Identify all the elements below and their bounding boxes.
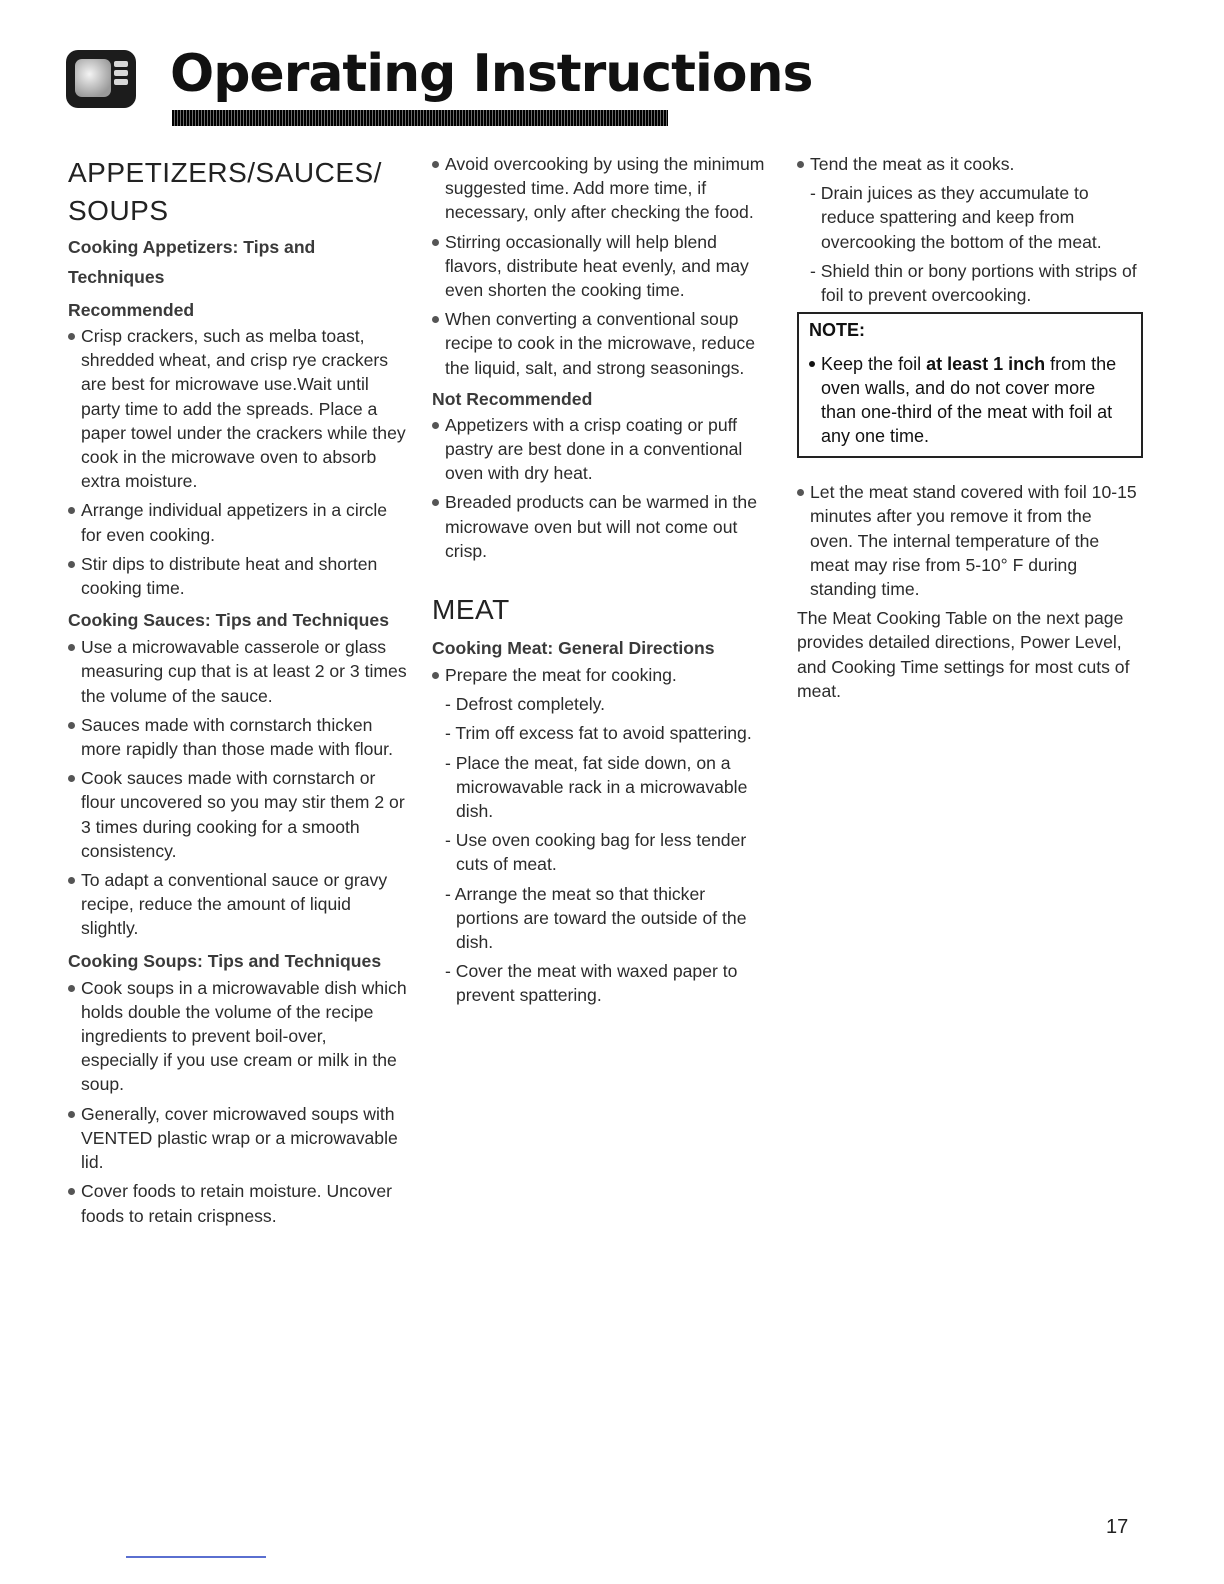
bullet-icon bbox=[68, 1111, 75, 1118]
list-item: Generally, cover microwaved soups with VENTED plastic wrap or a microwavable lid. bbox=[68, 1102, 408, 1175]
section-title-meat: MEAT bbox=[432, 594, 510, 626]
bullet-icon bbox=[797, 161, 804, 168]
bullet-icon bbox=[68, 722, 75, 729]
section-title-appetizers: APPETIZERS/SAUCES/ SOUPS bbox=[68, 157, 382, 226]
bullet-icon bbox=[432, 239, 439, 246]
list-item: - Drain juices as they accumulate to reduce spattering and keep from overcooking the bottom of the meat. bbox=[810, 183, 1102, 252]
bullet-icon bbox=[432, 672, 439, 679]
list-item: Crisp crackers, such as melba toast, shredded wheat, and crisp rye crackers are best for microwave use.Wait until party time to add the spreads. Place a paper towel under the crackers while they cook in the microwave oven to absorb extra moisture. bbox=[68, 324, 408, 493]
list-item: Use a microwavable casserole or glass measuring cup that is at least 2 or 3 times the volume of the sauce. bbox=[68, 635, 408, 708]
bullet-icon bbox=[68, 644, 75, 651]
recommended-label: Recommended bbox=[68, 300, 195, 320]
bullet-icon bbox=[432, 161, 439, 168]
list-item: Cover foods to retain moisture. Uncover foods to retain crispness. bbox=[68, 1179, 408, 1227]
table-reference: The Meat Cooking Table on the next page provides detailed directions, Power Level, and Cooking Time settings for most cuts of meat. bbox=[797, 608, 1130, 701]
note-text: Keep the foil at least 1 inch from the oven walls, and do not cover more than one-third of the meat with foil at any one time. bbox=[809, 352, 1131, 448]
list-item: - Use oven cooking bag for less tender cuts of meat. bbox=[445, 830, 747, 875]
bullet-icon bbox=[68, 561, 75, 568]
note-box bbox=[797, 312, 1143, 458]
footer-rule bbox=[126, 1556, 266, 1558]
bullet-icon bbox=[809, 361, 815, 367]
microwave-icon bbox=[66, 50, 136, 108]
list-item: Breaded products can be warmed in the microwave oven but will not come out crisp. bbox=[432, 490, 772, 563]
bullet-icon bbox=[797, 489, 804, 496]
list-item: Tend the meat as it cooks. bbox=[797, 152, 1137, 176]
bullet-icon bbox=[432, 499, 439, 506]
sauces-heading: Cooking Sauces: Tips and Techniques bbox=[68, 610, 389, 631]
list-item: Cook sauces made with cornstarch or flour uncovered so you may stir them 2 or 3 times during cooking for a smooth consistency. bbox=[68, 766, 408, 863]
list-item: Appetizers with a crisp coating or puff pastry are best done in a conventional oven with dry heat. bbox=[432, 413, 772, 486]
bullet-icon bbox=[68, 985, 75, 992]
bullet-icon bbox=[432, 316, 439, 323]
page-number: 17 bbox=[1106, 1516, 1129, 1538]
list-item: Avoid overcooking by using the minimum suggested time. Add more time, if necessary, only after checking the food. bbox=[432, 152, 772, 225]
note-title: NOTE: bbox=[809, 320, 865, 341]
bullet-icon bbox=[68, 507, 75, 514]
list-item: - Place the meat, fat side down, on a microwavable rack in a microwavable dish. bbox=[445, 752, 748, 822]
bullet-icon bbox=[68, 775, 75, 782]
page-header bbox=[62, 40, 813, 130]
list-item: - Cover the meat with waxed paper to prevent spattering. bbox=[445, 961, 738, 1006]
bullet-icon bbox=[68, 1188, 75, 1195]
soups-heading: Cooking Soups: Tips and Techniques bbox=[68, 950, 382, 971]
bullet-icon bbox=[68, 877, 75, 884]
list-item: To adapt a conventional sauce or gravy recipe, reduce the amount of liquid slightly. bbox=[68, 868, 408, 941]
list-item: Stir dips to distribute heat and shorten cooking time. bbox=[68, 552, 408, 600]
bullet-icon bbox=[68, 333, 75, 340]
list-item: Arrange individual appetizers in a circle for even cooking. bbox=[68, 498, 408, 546]
column-1 bbox=[68, 152, 408, 1233]
list-item: Sauces made with cornstarch thicken more rapidly than those made with flour. bbox=[68, 713, 408, 761]
list-item: - Trim off excess fat to avoid spattering. bbox=[445, 723, 752, 744]
not-recommended-label: Not Recommended bbox=[432, 388, 593, 409]
meat-heading: Cooking Meat: General Directions bbox=[432, 638, 715, 659]
list-item: - Shield thin or bony portions with strips of foil to prevent overcooking. bbox=[810, 260, 1137, 306]
column-2 bbox=[432, 152, 772, 1013]
column-3 bbox=[797, 152, 1137, 703]
list-item: Prepare the meat for cooking. bbox=[432, 663, 772, 687]
list-item: Stirring occasionally will help blend flavors, distribute heat evenly, and may even shorten the cooking time. bbox=[432, 230, 772, 303]
list-item: - Arrange the meat so that thicker portions are toward the outside of the dish. bbox=[445, 883, 747, 953]
header-rule bbox=[172, 110, 668, 126]
list-item: When converting a conventional soup recipe to cook in the microwave, reduce the liquid, salt, and strong seasonings. bbox=[432, 307, 772, 380]
appetizers-heading: Cooking Appetizers: Tips and Techniques bbox=[68, 237, 316, 287]
page-title: Operating Instructions bbox=[170, 44, 813, 104]
list-item: Let the meat stand covered with foil 10-15 minutes after you remove it from the oven. The internal temperature of the meat may rise from 5-10° F during standing time. bbox=[797, 480, 1137, 601]
list-item: Cook soups in a microwavable dish which holds double the volume of the recipe ingredients to prevent boil-over, especially if you use cream or milk in the soup. bbox=[68, 976, 408, 1097]
bullet-icon bbox=[432, 422, 439, 429]
list-item: - Defrost completely. bbox=[445, 694, 606, 715]
